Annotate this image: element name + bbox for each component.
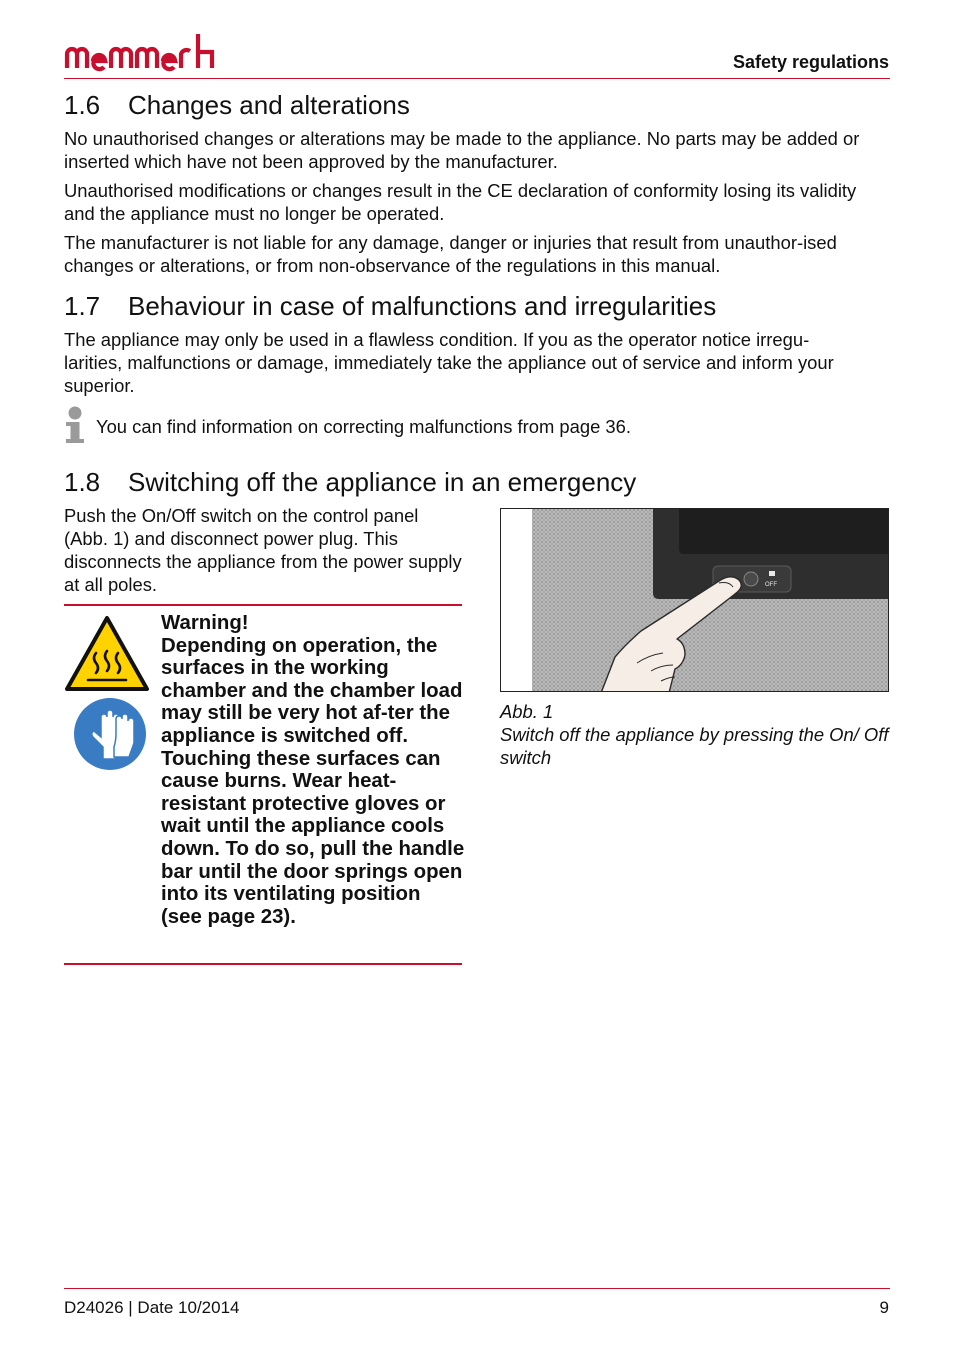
page-number: 9 xyxy=(879,1298,889,1317)
figure-caption-label: Abb. 1 xyxy=(500,701,554,722)
off-label: OFF xyxy=(765,582,777,588)
section-heading-1-6 xyxy=(64,90,410,121)
paragraph: Push the On/Off switch on the control panel (Abb. 1) and disconnect power plug. This disconnects the appliance from the power supply at all poles. xyxy=(64,505,462,595)
section-heading-1-7 xyxy=(64,291,716,322)
hot-surface-warning-icon xyxy=(64,615,150,693)
paragraph: The manufacturer is not liable for any damage, danger or injuries that result from unauthor-ised changes or alterations, or from non-observance of the regulations in this manual. xyxy=(64,232,837,276)
section-heading-1-8 xyxy=(64,467,636,498)
warning-top-rule xyxy=(64,604,462,606)
switch-illustration xyxy=(501,509,889,692)
hint-text: You can find information on correcting malfunctions from page 36. xyxy=(96,416,631,437)
paragraph: No unauthorised changes or alterations may be made to the appliance. No parts may be added or inserted which have not been approved by the manufacturer. xyxy=(64,128,860,172)
wear-gloves-icon xyxy=(73,697,147,771)
footer-doc-info: D24026 | Date 10/2014 xyxy=(64,1298,240,1317)
section-number: 1.6 xyxy=(64,90,101,120)
section-number: 1.7 xyxy=(64,291,101,321)
warning-text: Depending on operation, the surfaces in the working chamber and the chamber load may still be very hot af-ter the appliance is switched off. Touching these surfaces can cause burns. Wear heat-resistant protective gloves or wait until the appliance cools down. To do so, pull the handle bar until the door springs open into its ventilating position (see page 23). xyxy=(161,634,465,928)
header-rule xyxy=(64,78,890,79)
paragraph: The appliance may only be used in a flawless condition. If you as the operator notice irregu-larities, malfunctions or damage, immediately take the appliance out of service and inform your superior. xyxy=(64,329,834,396)
figure-on-off-switch xyxy=(500,508,889,692)
info-icon xyxy=(64,406,86,444)
memmert-logo xyxy=(64,30,216,72)
figure-caption-text: Switch off the appliance by pressing the On/ Off switch xyxy=(500,724,889,768)
section-title: Switching off the appliance in an emergency xyxy=(128,467,637,497)
figure-caption xyxy=(500,700,890,769)
section-title: Changes and alterations xyxy=(128,90,410,120)
warning-block xyxy=(161,612,465,928)
section-title: Behaviour in case of malfunctions and irregularities xyxy=(128,291,717,321)
footer-rule xyxy=(64,1288,890,1289)
header-section-title: Safety regulations xyxy=(732,52,889,72)
brand-text: memmert xyxy=(140,71,145,72)
paragraph: Unauthorised modifications or changes result in the CE declaration of conformity losing its validity and the appliance must no longer be operated. xyxy=(64,180,857,224)
warning-bottom-rule xyxy=(64,963,462,965)
section-number: 1.8 xyxy=(64,467,101,497)
warning-heading: Warning! xyxy=(161,612,249,634)
